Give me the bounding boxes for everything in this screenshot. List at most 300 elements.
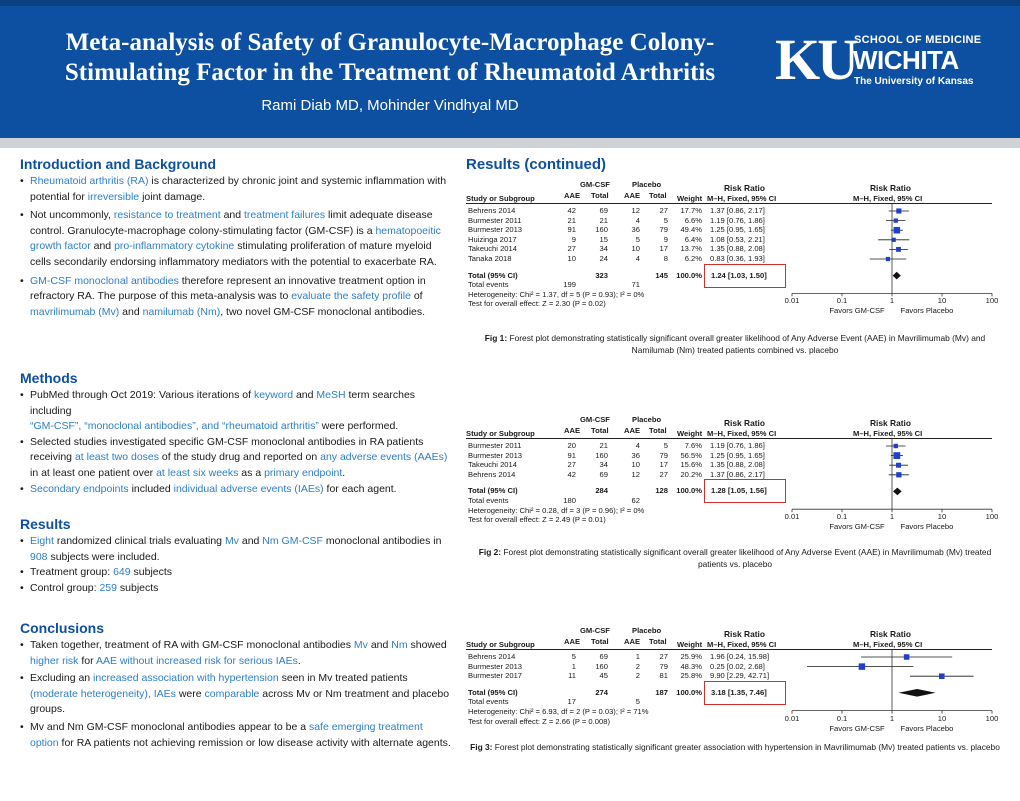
text-segment: PubMed through Oct 2019: Various iterations of — [30, 389, 254, 401]
study-events-gmcsf: 21 — [567, 215, 576, 225]
study-weight: 25.9% — [680, 652, 702, 661]
study-name: Behrens 2014 — [468, 206, 516, 215]
study-total-placebo: 5 — [663, 215, 668, 225]
results-bullet-1 — [20, 534, 452, 565]
forest-plot-1 — [466, 180, 999, 330]
study-effect-marker — [896, 247, 901, 252]
intro-bullet-3 — [20, 274, 452, 321]
study-name: Huizinga 2017 — [468, 234, 517, 244]
highlighted-text: mavrilimumab (Mv) — [30, 305, 120, 318]
logo-wichita: WICHITA — [853, 45, 959, 75]
study-total-placebo: 27 — [659, 469, 668, 479]
study-effect-marker — [896, 472, 901, 477]
header-weight: Weight — [677, 640, 703, 649]
study-total-placebo: 17 — [659, 460, 668, 470]
text-segment: term searches including — [30, 389, 416, 417]
highlighted-text: namilumab (Nm) — [142, 305, 221, 318]
intro-bullet-2 — [20, 208, 452, 270]
total-events-gmcsf: 180 — [563, 496, 576, 505]
text-segment: is characterized by chronic joint and systemic inflammation with potential for — [30, 175, 447, 203]
study-total-gmcsf: 160 — [595, 661, 608, 671]
study-events-placebo: 12 — [631, 469, 640, 479]
highlighted-text: individual adverse events (IAEs) — [173, 482, 324, 495]
header-total-1: Total — [591, 191, 609, 200]
highlighted-text: Eight — [30, 535, 54, 547]
highlighted-text: higher risk — [30, 654, 79, 667]
text-segment: and — [293, 389, 317, 401]
text-segment: as a — [238, 466, 265, 479]
poster-title: Meta-analysis of Safety of Granulocyte-Macrophage Colony-Stimulating Factor in the Treatment of Rheumatoid Arthritis — [64, 29, 716, 86]
forest-plot-3 — [466, 626, 999, 740]
highlighted-text: irreversible — [87, 190, 140, 203]
study-weight: 48.3% — [680, 661, 702, 671]
highlighted-text: at least six weeks — [156, 466, 239, 479]
total-events-label: Total events — [468, 496, 509, 505]
fig2-caption-label: Fig 2: — [478, 547, 502, 557]
header-risk-ratio-left: Risk Ratio — [724, 183, 765, 193]
study-ci: 1.08 [0.53, 2.21] — [710, 234, 765, 244]
study-total-gmcsf: 34 — [599, 244, 608, 254]
study-name: Behrens 2014 — [468, 652, 516, 661]
highlighted-text: treatment failures — [244, 209, 326, 222]
study-events-gmcsf: 42 — [567, 206, 576, 215]
total-events-placebo: 62 — [631, 496, 640, 505]
header-risk-ratio-left: Risk Ratio — [724, 418, 765, 428]
x-tick-label: 10 — [937, 296, 947, 306]
highlighted-text: (moderate heterogeneity), IAEs — [30, 687, 176, 700]
total-n-gmcsf: 323 — [595, 270, 608, 280]
total-label: Total (95% CI) — [468, 687, 518, 697]
conclusions-heading: Conclusions — [20, 620, 105, 636]
heterogeneity-text: Heterogeneity: Chi² = 6.93, df = 2 (P = 0.03); I² = 71% — [468, 707, 649, 716]
header-placebo: Placebo — [632, 415, 662, 424]
study-ci: 9.90 [2.29, 42.71] — [710, 671, 770, 681]
total-label: Total (95% CI) — [468, 270, 518, 280]
study-effect-marker — [904, 654, 910, 660]
study-total-gmcsf: 45 — [599, 671, 608, 681]
fig1-caption-label: Fig 1: — [484, 333, 508, 343]
poster-header — [0, 0, 1020, 138]
study-weight: 6.6% — [684, 215, 702, 225]
forest-plot-2 — [466, 415, 999, 545]
study-weight: 49.4% — [680, 225, 702, 235]
favors-gmcsf-label: Favors GM-CSF — [829, 306, 885, 316]
highlighted-text: any adverse events (AAEs) — [320, 451, 448, 464]
highlighted-text: Mv — [224, 535, 239, 547]
header-ci-right: M–H, Fixed, 95% CI — [853, 640, 923, 649]
study-name: Burmester 2011 — [468, 441, 522, 450]
x-tick-label: 100 — [985, 713, 999, 723]
study-name: Burmester 2011 — [468, 215, 522, 225]
study-total-gmcsf: 34 — [599, 460, 608, 470]
study-ci: 1.25 [0.95, 1.65] — [710, 225, 765, 235]
text-segment: Selected studies investigated specific GM-CSF monoclonal antibodies in RA patients receiving — [30, 435, 424, 464]
header-total-1: Total — [591, 637, 609, 646]
text-segment: included — [128, 482, 174, 495]
study-ci: 1.19 [0.76, 1.86] — [710, 215, 765, 225]
study-name: Burmester 2013 — [468, 225, 523, 235]
highlighted-text: primary endpoint — [264, 466, 343, 479]
study-weight: 6.4% — [684, 234, 702, 244]
study-total-placebo: 27 — [659, 652, 668, 661]
study-events-placebo: 10 — [631, 244, 640, 254]
total-ci-highlight-box — [704, 479, 786, 503]
x-tick-label: 0.01 — [784, 512, 800, 522]
methods-bullet-2 — [20, 435, 452, 482]
total-ci: 1.28 [1.05, 1.56] — [711, 486, 767, 496]
study-total-placebo: 79 — [659, 225, 668, 235]
text-segment: for — [78, 654, 96, 667]
fig1-caption — [470, 332, 1000, 356]
header-gmcsf: GM-CSF — [580, 180, 610, 189]
study-total-gmcsf: 69 — [599, 206, 608, 215]
highlighted-text: safe emerging treatment option — [30, 720, 423, 749]
total-events-placebo: 71 — [631, 280, 640, 290]
study-ci: 1.37 [0.86, 2.17] — [710, 206, 765, 215]
methods-bullet-1 — [20, 388, 452, 419]
study-ci: 1.19 [0.76, 1.86] — [710, 441, 765, 450]
logo-school: SCHOOL OF MEDICINE — [854, 34, 982, 46]
highlighted-text: keyword — [253, 389, 294, 401]
methods-bullet-3 — [20, 482, 452, 498]
highlighted-text: 649 — [113, 566, 131, 579]
text-segment: Mv and Nm GM-CSF monoclonal antibodies appear to be a — [30, 720, 309, 733]
text-segment: showed — [407, 639, 447, 651]
favors-gmcsf-label: Favors GM-CSF — [829, 522, 885, 532]
study-total-gmcsf: 69 — [599, 652, 608, 661]
study-effect-marker — [893, 452, 900, 459]
results-continued-heading: Results (continued) — [466, 156, 607, 173]
study-ci: 0.25 [0.02, 2.68] — [710, 661, 765, 671]
study-ci: 1.35 [0.88, 2.08] — [710, 244, 765, 254]
text-segment: Not uncommonly, — [30, 209, 114, 222]
header-aae-1: AAE — [564, 637, 581, 646]
total-weight: 100.0% — [676, 687, 702, 697]
text-segment: and — [220, 209, 245, 222]
study-ci: 1.25 [0.95, 1.65] — [710, 450, 765, 460]
text-segment: limit adequate disease control. Granulocyte-macrophage colony-stimulating factor (GM-CSF) is a — [30, 209, 433, 237]
total-effect-diamond — [893, 272, 901, 280]
total-events-placebo: 5 — [635, 697, 640, 707]
header-gmcsf: GM-CSF — [580, 415, 610, 424]
study-name: Burmester 2017 — [468, 671, 523, 681]
study-weight: 56.5% — [680, 450, 702, 460]
study-events-gmcsf: 91 — [567, 225, 576, 235]
text-segment: randomized clinical trials evaluating — [53, 535, 225, 547]
study-events-gmcsf: 27 — [567, 244, 576, 254]
fig2-caption — [470, 546, 1000, 570]
header-study: Study or Subgroup — [466, 429, 535, 438]
fig3-caption-text: Forest plot demonstrating statistically significant greater association with hypertension in Mavrilimumab (Mv) treated patients vs. placebo — [494, 742, 1000, 752]
study-events-placebo: 2 — [635, 661, 640, 671]
study-ci: 1.35 [0.88, 2.08] — [710, 460, 765, 470]
highlighted-text: Secondary endpoints — [30, 482, 129, 495]
header-aae-2: AAE — [624, 637, 641, 646]
header-aae-1: AAE — [564, 191, 581, 200]
study-total-gmcsf: 24 — [599, 254, 608, 263]
results-heading: Results — [20, 516, 71, 532]
study-ci: 1.96 [0.24, 15.98] — [710, 652, 770, 661]
study-events-gmcsf: 9 — [571, 234, 576, 244]
overall-effect-text: Test for overall effect: Z = 2.66 (P = 0.008) — [468, 716, 610, 726]
study-name: Tanaka 2018 — [468, 254, 512, 263]
study-events-placebo: 36 — [631, 450, 640, 460]
study-total-gmcsf: 15 — [599, 234, 608, 244]
study-effect-marker — [894, 444, 898, 448]
total-weight: 100.0% — [676, 270, 702, 280]
text-segment: were — [175, 687, 205, 700]
highlighted-text: pro-inflammatory cytokine — [114, 240, 235, 253]
study-name: Burmester 2013 — [468, 450, 523, 460]
study-total-placebo: 17 — [659, 244, 668, 254]
fig2-caption-text: Forest plot demonstrating statistically significant overall greater likelihood of Any Adverse Event (AAE) in Mavrilimumab (Mv) treated patients vs. placebo — [503, 547, 992, 569]
study-effect-marker — [859, 663, 865, 669]
study-name: Takeuchi 2014 — [468, 244, 517, 254]
text-segment: seen in Mv treated patients — [278, 672, 408, 685]
header-divider — [0, 138, 1020, 148]
study-events-placebo: 1 — [635, 652, 640, 661]
text-segment: Excluding an — [30, 672, 94, 685]
header-ci-left: M–H, Fixed, 95% CI — [707, 429, 777, 438]
study-total-placebo: 8 — [663, 254, 668, 263]
study-weight: 25.8% — [680, 671, 702, 681]
x-tick-label: 10 — [937, 512, 947, 522]
study-effect-marker — [894, 227, 901, 234]
total-n-placebo: 187 — [655, 687, 668, 697]
methods-heading: Methods — [20, 370, 78, 386]
text-segment: and — [90, 240, 115, 253]
text-segment: for each agent. — [323, 482, 397, 495]
total-label: Total (95% CI) — [468, 486, 518, 496]
study-weight: 15.6% — [680, 460, 702, 470]
fig1-caption-text: Forest plot demonstrating statistically significant overall greater likelihood of Any Adverse Event (AAE) in Mavrilimumab (Mv) and Namilumab (Nm) treated patients combined vs. placebo — [509, 333, 986, 355]
study-ci: 1.37 [0.86, 2.17] — [710, 469, 765, 479]
x-tick-label: 1 — [889, 512, 895, 522]
study-total-gmcsf: 69 — [599, 469, 608, 479]
text-segment: of — [410, 290, 423, 303]
x-tick-label: 0.01 — [784, 713, 800, 723]
header-aae-2: AAE — [624, 191, 641, 200]
text-segment: Control group: — [30, 581, 100, 594]
header-top-band — [0, 0, 1020, 6]
total-ci: 1.24 [1.03, 1.50] — [711, 270, 767, 280]
text-segment: subjects were included. — [47, 550, 160, 563]
text-segment: stimulating proliferation of mature myeloid cells secondarily endorsing inflammatory mediators with the potential to exacerbate RA. — [30, 240, 437, 268]
text-segment: , two novel GM-CSF monoclonal antibodies. — [220, 305, 426, 318]
x-tick-label: 1 — [889, 296, 895, 306]
highlighted-text: Mv — [353, 639, 368, 651]
study-name: Behrens 2014 — [468, 469, 516, 479]
header-placebo: Placebo — [632, 626, 662, 635]
x-tick-label: 0.1 — [836, 296, 848, 306]
text-segment: monoclonal antibodies in — [322, 535, 442, 547]
study-events-gmcsf: 91 — [567, 450, 576, 460]
study-total-gmcsf: 160 — [595, 450, 608, 460]
highlighted-text: GM-CSF monoclonal antibodies — [30, 274, 179, 287]
results-section — [20, 516, 452, 596]
study-events-placebo: 5 — [635, 234, 640, 244]
text-segment: subjects — [130, 566, 173, 579]
logo-ku: KU — [775, 27, 856, 92]
study-events-placebo: 4 — [635, 254, 640, 263]
methods-section — [20, 370, 452, 497]
header-weight: Weight — [677, 194, 703, 203]
header-risk-ratio-right: Risk Ratio — [870, 629, 911, 639]
ku-wichita-logo — [775, 27, 995, 100]
total-n-gmcsf: 284 — [595, 486, 608, 496]
text-segment: for RA patients not achieving remission or low disease activity with alternate agents. — [58, 736, 451, 749]
study-events-gmcsf: 20 — [567, 441, 576, 450]
study-effect-marker — [896, 463, 901, 468]
study-events-placebo: 4 — [635, 215, 640, 225]
study-events-placebo: 12 — [631, 206, 640, 215]
header-ci-left: M–H, Fixed, 95% CI — [707, 640, 777, 649]
x-tick-label: 100 — [985, 512, 999, 522]
header-total-2: Total — [649, 191, 667, 200]
study-total-placebo: 27 — [659, 206, 668, 215]
text-segment: and — [119, 305, 143, 318]
study-weight: 7.6% — [684, 441, 702, 450]
study-effect-marker — [939, 673, 945, 679]
conclusions-bullet-2 — [20, 671, 452, 718]
header-ci-left: M–H, Fixed, 95% CI — [707, 194, 777, 203]
header-risk-ratio-right: Risk Ratio — [870, 418, 911, 428]
fig3-caption — [470, 741, 1000, 753]
study-ci: 0.83 [0.36, 1.93] — [710, 254, 765, 263]
total-events-gmcsf: 17 — [567, 697, 576, 707]
header-gmcsf: GM-CSF — [580, 626, 610, 635]
study-events-gmcsf: 42 — [567, 469, 576, 479]
study-events-placebo: 4 — [635, 441, 640, 450]
study-events-gmcsf: 10 — [567, 254, 576, 263]
text-segment: were performed. — [318, 420, 399, 433]
text-segment: joint damage. — [139, 190, 206, 203]
x-tick-label: 0.1 — [836, 713, 848, 723]
logo-university: The University of Kansas — [854, 76, 974, 87]
overall-effect-text: Test for overall effect: Z = 2.49 (P = 0.01) — [468, 515, 606, 525]
header-study: Study or Subgroup — [466, 640, 535, 649]
x-tick-label: 10 — [937, 713, 947, 723]
study-effect-marker — [896, 208, 901, 213]
favors-placebo-label: Favors Placebo — [900, 522, 954, 532]
total-weight: 100.0% — [676, 486, 702, 496]
highlighted-text: comparable — [204, 687, 260, 700]
total-n-gmcsf: 274 — [595, 687, 608, 697]
study-weight: 6.2% — [684, 254, 702, 263]
favors-gmcsf-label: Favors GM-CSF — [829, 723, 885, 733]
header-ci-right: M–H, Fixed, 95% CI — [853, 429, 923, 438]
text-segment: of the study drug and reported on — [159, 451, 321, 464]
x-tick-label: 0.1 — [836, 512, 848, 522]
text-segment: Treatment group: — [30, 566, 114, 579]
study-weight: 13.7% — [680, 244, 702, 254]
study-events-gmcsf: 5 — [571, 652, 576, 661]
highlighted-text: Nm GM-CSF — [262, 535, 323, 547]
header-ci-right: M–H, Fixed, 95% CI — [853, 194, 923, 203]
study-events-placebo: 36 — [631, 225, 640, 235]
total-ci-highlight-box — [704, 681, 786, 705]
text-segment: Taken together, treatment of RA with GM-CSF monoclonal antibodies — [30, 639, 354, 651]
text-segment: across Mv or Nm treatment and placebo groups. — [30, 687, 450, 716]
highlighted-text: Rheumatoid arthritis (RA) — [30, 175, 149, 187]
text-segment: in at least one patient over — [30, 466, 157, 479]
header-total-2: Total — [649, 426, 667, 435]
study-total-placebo: 79 — [659, 661, 668, 671]
highlighted-text: “GM-CSF”, “monoclonal antibodies”, and “rheumatoid arthritis” — [30, 420, 319, 433]
study-total-placebo: 81 — [659, 671, 668, 681]
results-bullet-2 — [20, 565, 452, 581]
methods-search-terms — [20, 419, 452, 435]
highlighted-text: MeSH — [316, 389, 346, 401]
intro-section — [20, 156, 452, 320]
poster-authors: Rami Diab MD, Mohinder Vindhyal MD — [261, 97, 519, 114]
study-weight: 20.2% — [680, 469, 702, 479]
total-effect-diamond — [893, 488, 902, 496]
intro-heading: Introduction and Background — [20, 156, 216, 172]
header-weight: Weight — [677, 429, 703, 438]
header-risk-ratio-right: Risk Ratio — [870, 183, 911, 193]
overall-effect-text: Test for overall effect: Z = 2.30 (P = 0.02) — [468, 299, 606, 309]
x-tick-label: 100 — [985, 296, 999, 306]
study-events-gmcsf: 11 — [568, 671, 576, 681]
study-total-placebo: 5 — [663, 441, 668, 450]
study-events-placebo: 2 — [635, 671, 640, 681]
highlighted-text: hematopoeitic growth factor — [30, 224, 441, 253]
text-segment: and — [367, 639, 392, 651]
study-effect-marker — [894, 218, 898, 222]
study-name: Takeuchi 2014 — [468, 460, 517, 470]
highlighted-text: increased association with hypertension — [93, 672, 279, 685]
header-total-2: Total — [649, 637, 667, 646]
x-tick-label: 1 — [889, 713, 895, 723]
header-aae-1: AAE — [564, 426, 581, 435]
highlighted-text: at least two doses — [74, 451, 159, 464]
favors-placebo-label: Favors Placebo — [900, 723, 954, 733]
header-placebo: Placebo — [632, 180, 662, 189]
text-segment: therefore represent an innovative treatment option in refractory RA. The purpose of this meta-analysis was to — [30, 274, 426, 303]
study-total-gmcsf: 21 — [599, 215, 608, 225]
conclusions-bullet-3 — [20, 720, 452, 751]
intro-bullet-1 — [20, 174, 452, 205]
total-n-placebo: 128 — [655, 486, 668, 496]
header-study: Study or Subgroup — [466, 194, 535, 203]
study-total-gmcsf: 21 — [599, 441, 608, 450]
conclusions-bullet-1 — [20, 638, 452, 669]
study-events-gmcsf: 27 — [567, 460, 576, 470]
total-events-label: Total events — [468, 280, 509, 290]
header-total-1: Total — [591, 426, 609, 435]
total-events-label: Total events — [468, 697, 509, 707]
heterogeneity-text: Heterogeneity: Chi² = 0.28, df = 3 (P = 0.96); I² = 0% — [468, 505, 645, 515]
study-name: Burmester 2013 — [468, 661, 523, 671]
heterogeneity-text: Heterogeneity: Chi² = 1.37, df = 5 (P = 0.93); I² = 0% — [468, 289, 645, 299]
favors-placebo-label: Favors Placebo — [900, 306, 954, 316]
study-total-placebo: 9 — [663, 234, 668, 244]
study-events-placebo: 10 — [631, 460, 640, 470]
text-segment: . — [342, 466, 346, 479]
fig3-caption-label: Fig 3: — [470, 742, 493, 752]
study-total-gmcsf: 160 — [595, 225, 608, 235]
conclusions-section — [20, 620, 452, 751]
study-effect-marker — [886, 257, 890, 261]
highlighted-text: Nm — [391, 639, 408, 651]
highlighted-text: resistance to treatment — [113, 209, 221, 222]
results-bullet-3 — [20, 581, 452, 597]
study-total-placebo: 79 — [659, 450, 668, 460]
total-ci: 3.18 [1.35, 7.46] — [711, 687, 767, 697]
total-effect-diamond — [899, 689, 936, 697]
highlighted-text: AAE without increased risk for serious IAEs — [95, 654, 298, 667]
